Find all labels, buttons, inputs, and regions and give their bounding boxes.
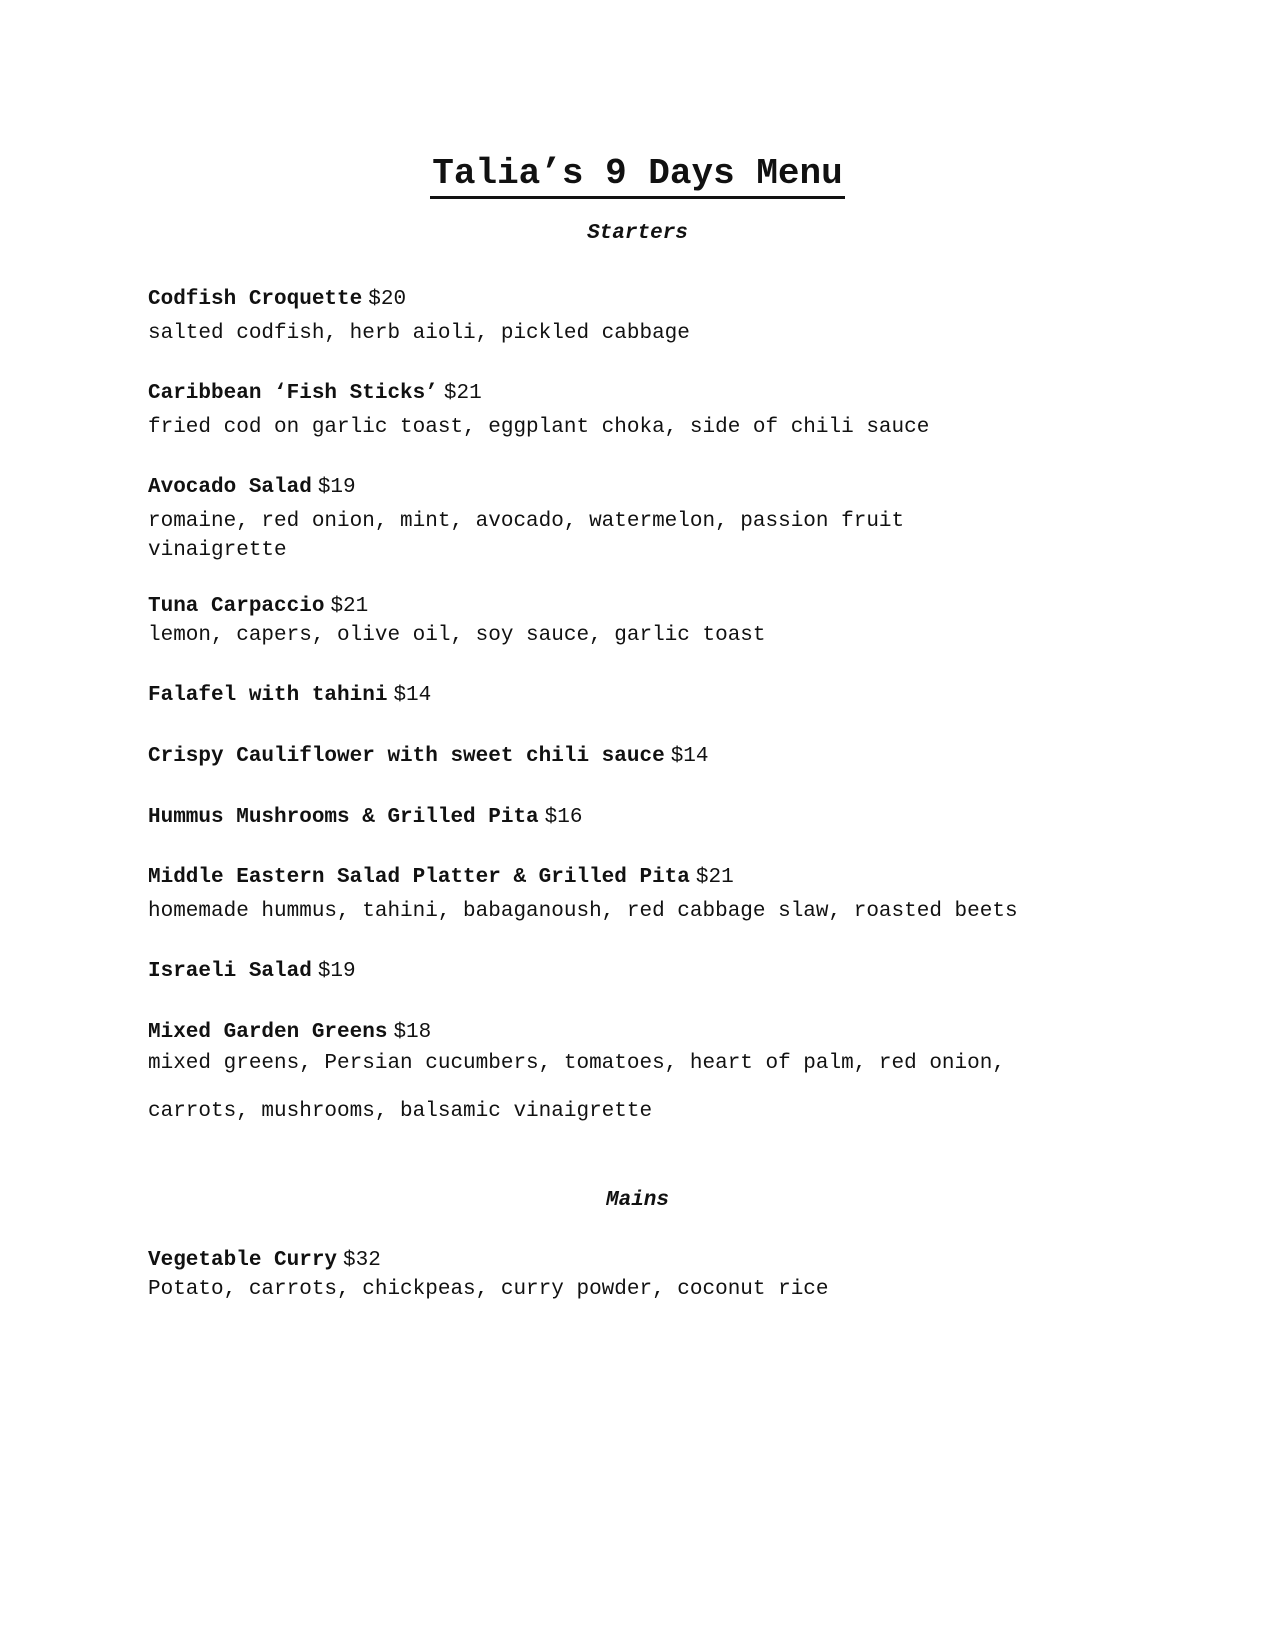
menu-item	[148, 286, 1148, 348]
menu-item	[148, 1247, 1148, 1304]
menu-title	[0, 150, 1275, 199]
menu-item	[148, 1019, 1148, 1124]
menu-item	[148, 743, 1148, 771]
item-price: $20	[368, 288, 407, 311]
item-name: Codfish Croquette	[148, 288, 363, 311]
menu-item	[148, 474, 1148, 565]
menu-item	[148, 380, 1148, 442]
item-price: $32	[343, 1249, 381, 1272]
item-description: salted codfish, herb aioli, pickled cabbage	[148, 322, 690, 345]
item-name: Crispy Cauliflower with sweet chili sauce	[148, 745, 665, 768]
item-name: Tuna Carpaccio	[148, 595, 325, 618]
item-price: $18	[393, 1021, 432, 1044]
item-name: Avocado Salad	[148, 476, 312, 499]
item-price: $19	[317, 960, 356, 983]
section-heading-starters: Starters	[587, 222, 688, 245]
item-price: $21	[695, 866, 734, 889]
item-name: Hummus Mushrooms & Grilled Pita	[148, 806, 539, 829]
menu-item	[148, 593, 1148, 650]
item-price: $19	[317, 476, 356, 499]
menu-item	[148, 682, 1148, 710]
item-description: lemon, capers, olive oil, soy sauce, garlic toast	[148, 624, 766, 647]
item-price: $21	[330, 595, 369, 618]
item-price: $16	[544, 806, 583, 829]
item-price: $14	[670, 745, 709, 768]
item-name: Mixed Garden Greens	[148, 1021, 388, 1044]
item-name: Falafel with tahini	[148, 684, 388, 707]
item-description: Potato, carrots, chickpeas, curry powder, coconut rice	[148, 1278, 829, 1301]
item-name: Middle Eastern Salad Platter & Grilled Pita	[148, 866, 690, 889]
item-name: Vegetable Curry	[148, 1249, 338, 1272]
item-price: $14	[393, 684, 432, 707]
menu-item	[148, 864, 1148, 926]
item-description: mixed greens, Persian cucumbers, tomatoes, heart of palm, red onion, carrots, mushrooms, balsamic vinaigrette	[148, 1052, 1005, 1123]
item-description: romaine, red onion, mint, avocado, watermelon, passion fruit vinaigrette	[148, 510, 905, 562]
menu-item	[148, 958, 1148, 986]
item-name: Caribbean ‘Fish Sticks’	[148, 382, 438, 405]
section-heading-mains: Mains	[605, 1189, 669, 1212]
menu-item	[148, 804, 1148, 832]
item-name: Israeli Salad	[148, 960, 312, 983]
item-price: $21	[443, 382, 482, 405]
item-description: fried cod on garlic toast, eggplant choka, side of chili sauce	[148, 416, 930, 439]
menu-title-text: Talia’s 9 Days Menu	[430, 154, 844, 199]
item-description: homemade hummus, tahini, babaganoush, red cabbage slaw, roasted beets	[148, 900, 1018, 923]
